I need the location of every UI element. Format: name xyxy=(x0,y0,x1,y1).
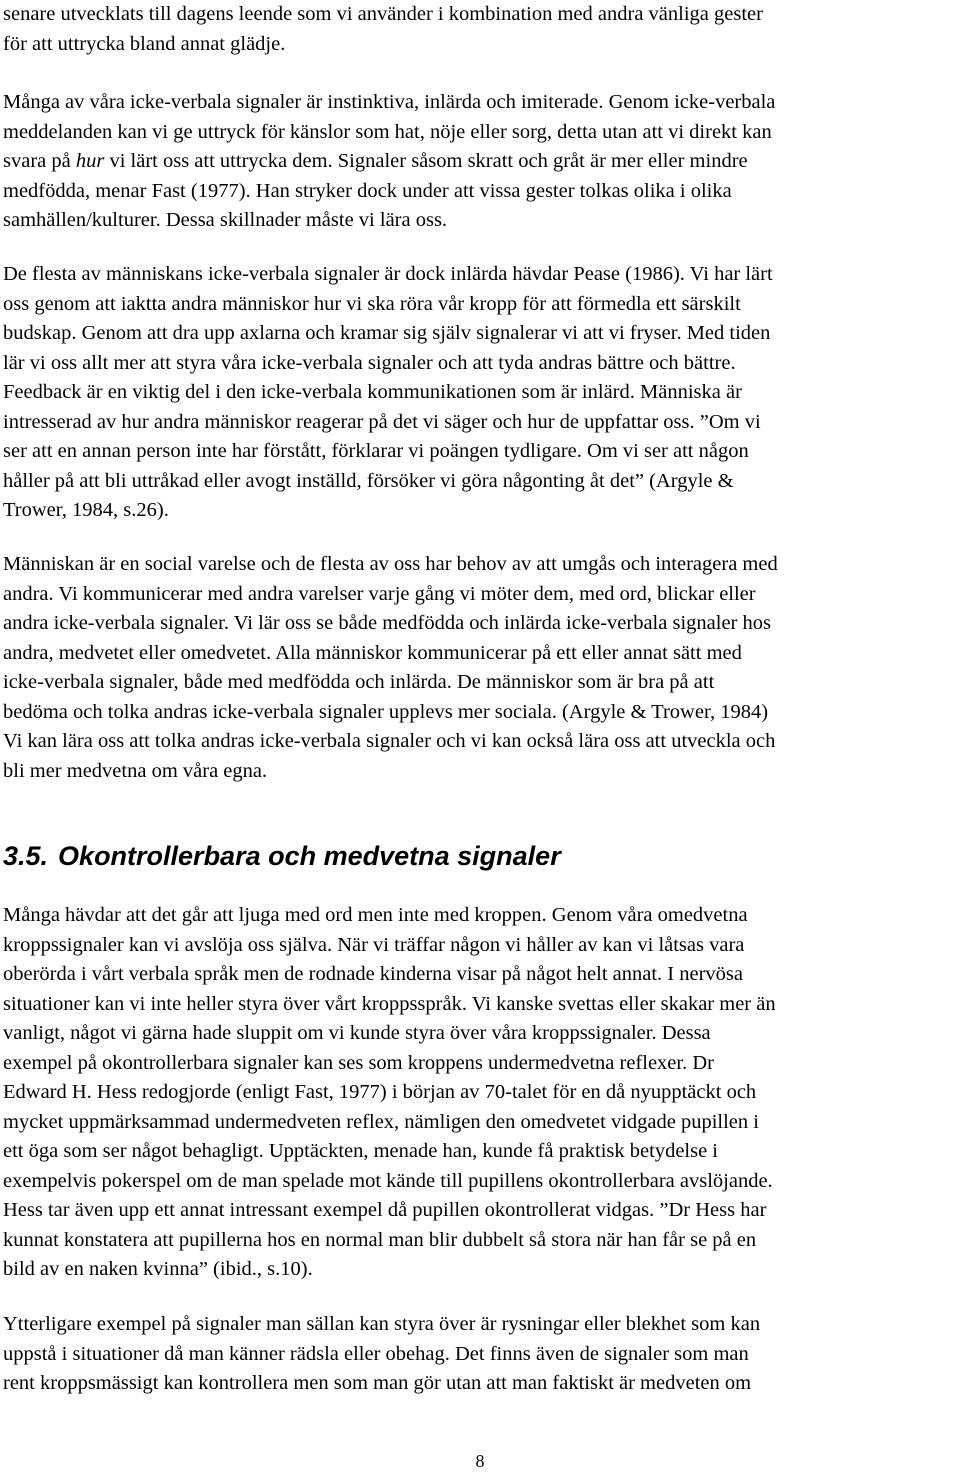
text-line: rent kroppsmässigt kan kontrollera men som man gör utan att man faktiskt är medveten om xyxy=(3,1372,752,1394)
text-line: bedöma och tolka andras icke-verbala signaler upplevs mer sociala. (Argyle & Trower, 1984) xyxy=(3,700,769,723)
text-line: håller på att bli uttråkad eller avogt inställd, försöker vi göra någonting åt det” (Argyle & xyxy=(3,469,734,492)
paragraph-uncontrollable-signals xyxy=(3,901,951,1285)
text-line: mycket uppmärksammad undermedveten reflex, nämligen den omedvetet vidgade pupillen i xyxy=(3,1110,759,1133)
text-segment: svara på xyxy=(3,150,76,172)
page-number: 8 xyxy=(475,1451,485,1471)
text-line: oss genom att iaktta andra människor hur vi ska röra vår kropp för att förmedla ett särskilt xyxy=(3,292,741,315)
text-line: exempelvis pokerspel om de man spelade mot kände till pupillens okontrollerbara avslöjande. xyxy=(3,1169,773,1192)
text-line: Många hävdar att det går att ljuga med ord men inte med kroppen. Genom våra omedvetna xyxy=(3,904,748,926)
text-line: bild av en naken kvinna” (ibid., s.10). xyxy=(3,1258,313,1280)
text-line: ser att en annan person inte har förstått, förklarar vi poängen tydligare. Om vi ser att någon xyxy=(3,440,749,462)
text-line: exempel på okontrollerbara signaler kan ses som kroppens undermedvetna reflexer. Dr xyxy=(3,1051,714,1074)
text-line: intresserad av hur andra människor reagerar på det vi säger och hur de uppfattar oss. ”Om vi xyxy=(3,410,761,433)
text-line: ett öga som ser något behagligt. Upptäckten, menade han, kunde få praktisk betydelse i xyxy=(3,1140,719,1162)
text-line: Hess tar även upp ett annat intressant exempel då pupillen okontrollerat vidgas. ”Dr Hess har xyxy=(3,1199,767,1221)
paragraph-continuation xyxy=(3,0,951,59)
paragraph-social-being xyxy=(3,550,951,786)
section-title: Okontrollerbara och medvetna signaler xyxy=(58,841,561,871)
paragraph-learned-signals xyxy=(3,260,951,526)
text-line: budskap. Genom att dra upp axlarna och kramar sig själv signalerar vi att vi fryser. Med tiden xyxy=(3,322,771,344)
text-line: andra, medvetet eller omedvetet. Alla människor kommunicerar på ett eller annat sätt med xyxy=(3,641,742,664)
text-line: vanligt, något vi gärna hade sluppit om vi kunde styra över våra kroppssignaler. Dessa xyxy=(3,1022,711,1044)
emphasized-word: hur xyxy=(75,150,105,172)
text-line: uppstå i situationer då man känner rädsla eller obehag. Det finns även de signaler som man xyxy=(3,1342,749,1365)
text-line: andra icke-verbala signaler. Vi lär oss se både medfödda och inlärda icke-verbala signaler hos xyxy=(3,612,771,634)
text-line: icke-verbala signaler, både med medfödda och inlärda. De människor som är bra på att xyxy=(3,671,715,693)
text-line: för att uttrycka bland annat glädje. xyxy=(3,32,286,55)
section-number: 3.5. xyxy=(3,841,49,871)
text-line: andra. Vi kommunicerar med andra varelser varje gång vi möter dem, med ord, blickar eller xyxy=(3,582,756,605)
text-line: Feedback är en viktig del i den icke-verbala kommunikationen som är inlärd. Människa är xyxy=(3,381,742,403)
text-line: Ytterligare exempel på signaler man sällan kan styra över är rysningar eller blekhet som kan xyxy=(3,1313,761,1335)
text-line: kunnat konstatera att pupillerna hos en normal man blir dubbelt så stora när han får se på en xyxy=(3,1228,757,1251)
text-line: situationer kan vi inte heller styra över vårt kroppsspråk. Vi kanske svettas eller skakar mer än xyxy=(3,992,776,1015)
text-line: Trower, 1984, s.26). xyxy=(3,499,169,521)
text-line: oberörda i vårt verbala språk men de rodnade kinderna visar på något helt annat. I nervösa xyxy=(3,963,743,985)
paragraph-instinctive-signals xyxy=(3,88,951,236)
text-line: kroppssignaler kan vi avslöja oss själva. När vi träffar någon vi håller av kan vi låtsas vara xyxy=(3,933,745,956)
text-line: Vi kan lära oss att tolka andras icke-verbala signaler och vi kan också lära oss att utveckla och xyxy=(3,730,776,752)
text-line: meddelanden kan vi ge uttryck för känslor som hat, nöje eller sorg, detta utan att vi direkt kan xyxy=(3,120,772,143)
text-line: Edward H. Hess redogjorde (enligt Fast, 1977) i början av 70-talet för en då nyupptäckt och xyxy=(3,1081,757,1103)
text-line: samhällen/kulturer. Dessa skillnader måste vi lära oss. xyxy=(3,209,448,231)
text-line: Många av våra icke-verbala signaler är instinktiva, inlärda och imiterade. Genom icke-verbala xyxy=(3,91,776,113)
text-line: lär vi oss allt mer att styra våra icke-verbala signaler och att tyda andras bättre och bättre. xyxy=(3,351,736,374)
section-heading xyxy=(3,838,561,874)
text-segment: vi lärt oss att uttrycka dem. Signaler såsom skratt och gråt är mer eller mindre xyxy=(104,150,748,172)
text-line: Människan är en social varelse och de flesta av oss har behov av att umgås och interagera med xyxy=(3,553,778,575)
text-line: De flesta av människans icke-verbala signaler är dock inlärda hävdar Pease (1986). Vi har lärt xyxy=(3,263,773,285)
text-line: senare utvecklats till dagens leende som vi använder i kombination med andra vänliga gester xyxy=(3,3,763,25)
paragraph-further-examples xyxy=(3,1310,951,1399)
text-line: medfödda, menar Fast (1977). Han stryker dock under att vissa gester tolkas olika i olika xyxy=(3,179,732,202)
text-line: bli mer medvetna om våra egna. xyxy=(3,759,268,782)
text-line xyxy=(3,147,951,177)
